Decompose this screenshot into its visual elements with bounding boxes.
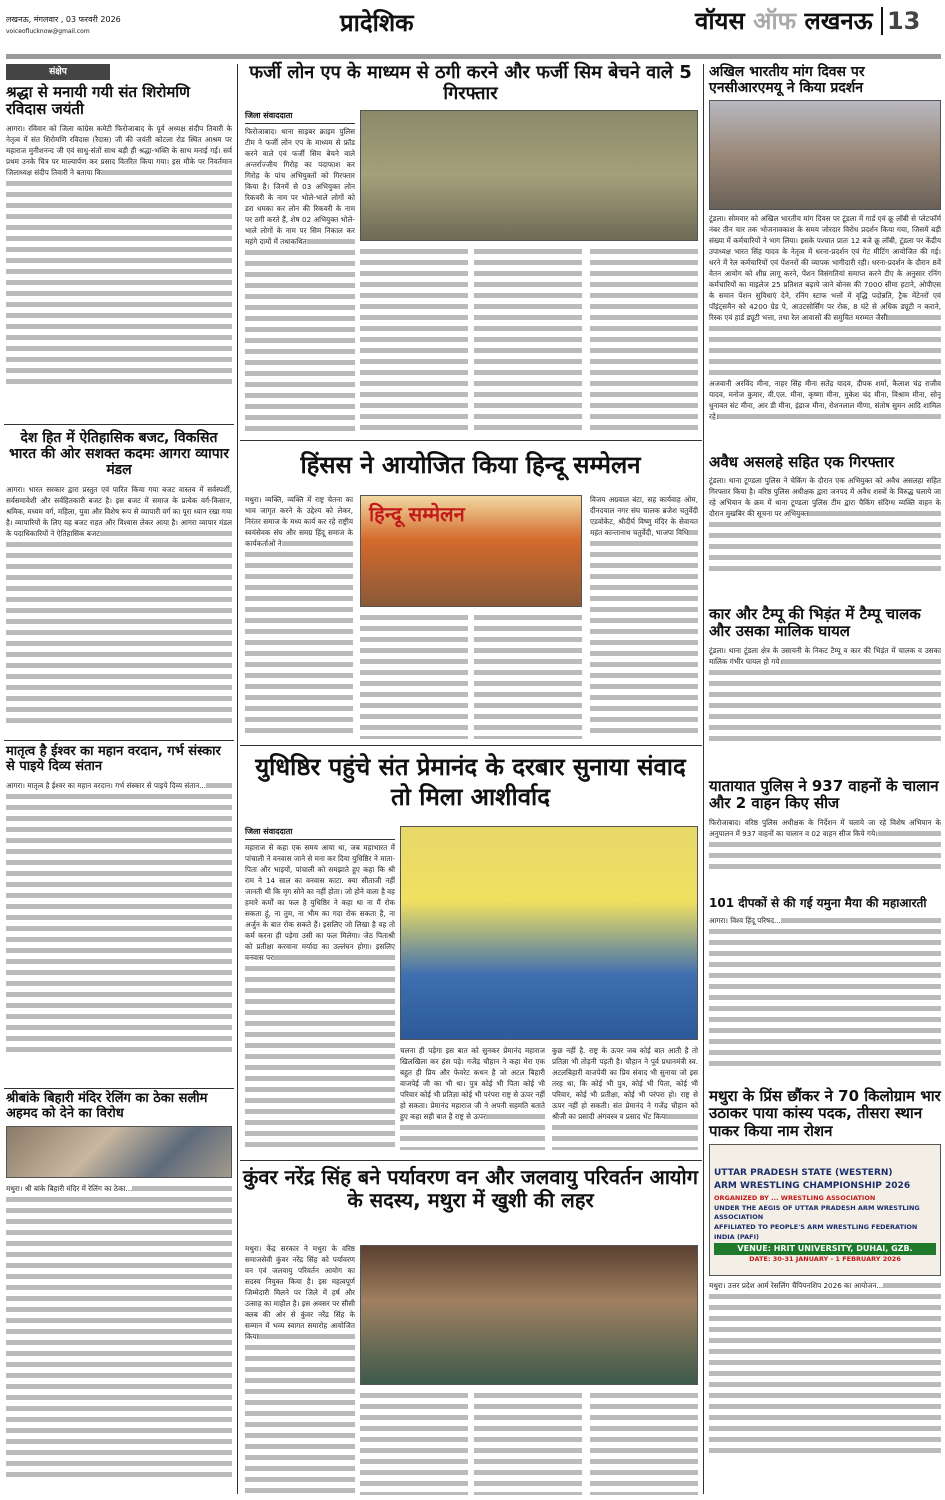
paper-logo — [695, 8, 920, 36]
article-avaidh — [709, 454, 941, 574]
article-body: मथुरा। व्यक्ति, व्यक्ति में राष्ट्र चेतना का भाव जागृत करने के उद्देश्य को लेकर, निरंतर समाज के मध्य कार्य कर रहे राष्ट्रीय स्वयंसेवक संघ और समग्र हिंदू समाज के कार्यकर्ताओं ने — [245, 494, 353, 739]
article-wrestling — [709, 1088, 941, 1456]
article-matritva — [6, 745, 232, 1055]
article-body: मथुरा। श्री बांके बिहारी मंदिर में रेलिंग का ठेका... — [6, 1183, 232, 1483]
article-body: आगरा। रविवार को जिला कांग्रेस कमेटी फिरोजाबाद के पूर्व अध्यक्ष संदीप तिवारी के नेतृत्व में संत शिरोमणि रविदास (रैदास) जी की जयंती कोटला रोड स्थित आश्रम पर महाराज मुनीशनन्द जी एवं साधु-संतों साथ बड़ी ही श्रद्धा-भक्ति के साथ मनाई गई। सर्व प्रथम उनके चित्र पर माल्यार्पण कर प्रसाद वितरित किया गया। इस मौके पर निवर्तमान जिलाध्यक्ष संदीप तिवारी ने बताया कि — [6, 123, 232, 387]
article-body: टूंडला। सोमवार को अखिल भारतीय मांग दिवस पर टूंडला में गार्ड एवं क्रू लॉबी से प्लेटफॉर्म नंबर तीन चार तक भोजनावकाश के समय जोरदार विरोध प्रदर्शन किया गया, जिसमें बड़ी संख्या में कर्मचारियों ने भाग लिया। इसके पश्चात प्रातः 12 बजे क्रू लॉबी, टूंडला पर केंद्रीय उपाध्यक्ष भारत सिंह यादव के नेतृत्व में धरना-प्रदर्शन एवं गेट मीटिंग आयोजित की गई। धरने में रेल कर्मचारियों एवं पेंशनरों की व्यापक भागीदारी रही। धरना-प्रदर्शन के दौरान 8वें वेतन आयोग को शीघ्र लागू करने, पेंशन विसंगतियां समाप्त करने टीए के अनुसार रनिंग कर्मचारियों का माइलेज 25 प्रतिशत बढ़ाये जाने बोनस की 7000 सीमा हटाने, ओपीएस के समान पेंशन सुविधाएं देने, रनिंग स्टाफ भत्तों में वृद्धि पदोन्नति, ट्रैक मेंटेनरों एवं पॉइंट्समैन को 4200 ग्रेड पे, आउटसोर्सिंग पर रोक, 8 घंटे से अधिक ड्यूटी न कराने, रिस्क एवं हार्ड ड्यूटी भत्ता, तथा रेल आवासों की समुचित मरम्मत जैसी — [709, 213, 941, 378]
article-body — [474, 612, 582, 739]
headline: श्रद्धा से मनायी गयी संत शिरोमणि रविदास जयंती — [6, 83, 191, 119]
divider — [703, 64, 704, 1494]
headline: मथुरा के प्रिंस छौंकर ने 70 किलोग्राम भार उठाकर पाया कांस्य पदक, तीसरा स्थान पाकर किया नाम रोशन — [709, 1087, 941, 1140]
article-loan-lead — [245, 110, 355, 124]
headline: 101 दीपकों से की गई यमुना मैया की महाआरती — [709, 896, 927, 910]
divider — [237, 64, 238, 1494]
email-text: voiceoflucknow@gmail.com — [6, 28, 90, 35]
banner-text: हिन्दू सम्मेलन — [369, 502, 465, 526]
divider — [240, 745, 702, 746]
headline: यातायात पुलिस ने 937 वाहनों के चालान और 2 वाहन किए सीज — [709, 777, 939, 813]
article-body — [360, 246, 468, 433]
article-body: फिरोजाबाद। थाना साइबर क्राइम पुलिस टीम ने फर्जी लोन एप के माध्यम से फ्रॉड करने वाले एवं फर्जी सिम बेचने वाले अन्तर्राज्जीय गिरोह का पदाफाश कर गिरोह के पांच अभियुक्तों को गिरफ्तार किया है। जिनमें से 03 अभियुक्त लोन रिकवरी के नाम पर भोले-भाले लोगों को डरा धमका कर लोन की रिकवरी के नाम पर ठगी करते हैं, शेष 02 अभियुक्त भोले-भाले लोगों के नाम पर सिम निकाल कर महंगे दामों में तथाकथित — [245, 126, 355, 434]
page-number: 13 — [881, 7, 920, 35]
kunwar-photo — [360, 1245, 698, 1385]
darbar-photo — [400, 826, 698, 1040]
date-text: लखनऊ, मंगलवार , 03 फरवरी 2026 — [6, 15, 121, 24]
article-body: कुछ नहीं है. राष्ट्र के ऊपर जब कोई बात आती है तो प्रतिज्ञा भी तोड़नी पड़ती है। चौहान ने पूर्व प्रधानमंत्री स्व. अटलबिहारी वाजपेयी का प्रिय संवाद भी सुनाया जो इस तरह था, कि कोई भी पुत्र, कोई भी पिता, कोई भी परिवार, कोई भी प्रतीक्षा, कोई भी परंपरा हो। राष्ट्र से ऊपर नहीं हो सकती। संत प्रेमानंद ने गजेंद्र चौहान को श्रीजी का प्रसादी अंगवस्त्र व प्रसाद भेंट किया — [552, 1045, 698, 1150]
headline-hindu: हिंसस ने आयोजित किया हिन्दू सम्मेलन — [300, 451, 641, 479]
article-body: अजवानी अरविंद मीना, नाहर सिंह मीना सतेंद्र यादव, दीपक शर्मा, कैलाश चंद्र राजीव यादव, मनोज कुमार, वी.एल. मीना, कृष्णा मीना, मुकेश चंद मीना, विश्राम मीना, सोनू धुनावत संट मीना, आर डी मीना, इंद्राज मीना, रोशनलाल मीणा, संतोष सुमन आदि शामिल रहे। — [709, 379, 941, 422]
byline: जिला संवाददाता — [245, 826, 395, 840]
article-body — [474, 1390, 582, 1495]
logo-part: लखनऊ — [804, 7, 873, 35]
headline: मातृत्व है ईश्वर का महान वरदान, गर्भ संस्कार से पाइये दिव्य संतान — [6, 744, 221, 774]
article-deepak — [709, 897, 941, 1069]
article-body: महाराज से कहा एक समय आया था, जब महाभारत में पांचाली ने वनवास जाने से मना कर दिया युधिष्ठिर ने माता-पिता और भाइयों, पांचाली को समझाते हुए कहा कि श्री राम ने 14 साल का वनवास काटा. क्या सीताजी नहीं जानती थी कि मृग सोने का नहीं होता। जो होने वाला है वह हमारे कर्मों का फल है युधिष्ठिर ने कहा था ना मैं रोक सकता हूं, ना तुम, ना भीम का गदा रोक सकता है, ना अर्जुन के बात रोक सकते हैं। इसलिए जो लिखा है वह तो कर्म करना ही पड़ेगा उसी का फल मिलेगा। जेठ पिताश्री को प्रतीक्षा करवाना मर्यादा का उल्लंघन होगा। इसलिए वनवास पर — [245, 842, 395, 1150]
article-body: टूंडला। थाना टूंडला क्षेत्र के उसायनी के निकट टैम्पू व कार की भिड़ंत में चालक व उसका मालिक गंभीर घायल हो गये। — [709, 645, 941, 744]
headline-premanand: युधिष्ठिर पहुंचे संत प्रेमानंद के दरबार सुनाया संवाद तो मिला आशीर्वाद — [255, 753, 686, 811]
article-ravidas — [6, 84, 232, 387]
article-budget — [6, 430, 232, 726]
police-photo — [360, 110, 698, 241]
article-body: विजय अग्रवाल बंटा, सह कार्यवाह ओम, दीनदयाल नगर संघ चालक ब्रजेश चतुर्वेदी एडवोकेट, श्रीदीर्घ विष्णु मंदिर के सेवायत महंत कान्तानाथ चतुर्वेदी, भाजपा विधि — [590, 494, 698, 739]
article-body: मथुरा। केंद्र सरकार ने मथुरा के वरिष्ठ समाजसेवी कुंवर नरेंद्र सिंह को पर्यावरण वन एवं जलवायु परिवर्तन आयोग का सदस्य नियुक्त किया है। इस महत्वपूर्ण जिम्मेदारी मिलने पर जिले में हर्ष और उत्साह का माहौल है। इस अवसर पर सीसी क्लब की ओर से कुंवर नरेंद्र सिंह के सम्मान में भव्य स्वागत समारोह आयोजित किया — [245, 1243, 355, 1495]
header-rule — [6, 54, 941, 59]
article-body: टूंडला। थाना टूण्डला पुलिस ने चेकिंग के दौरान एक अभियुक्त को अवैध असलहा सहित गिरफ्तार किया है। वरिष्ठ पुलिस अधीक्षक द्वारा जनपद में अवैध शस्त्रों के विरुद्ध चलाये जा रहे अभियान के क्रम में थाना टूण्डला पुलिस टीम द्वारा चैकिंग संदिग्ध व्यक्ति वाहन के दौरान मुखबिर की सूचना पर अभियुक्त — [709, 475, 941, 574]
article-body: आगरा। मातृत्व है ईश्वर का महान वरदान। गर्भ संस्कार से पाइये दिव्य संतान... — [6, 780, 232, 1055]
divider — [4, 1088, 234, 1089]
sammelan-photo — [360, 495, 582, 607]
article-body: आगरा। भारत सरकार द्वारा प्रस्तुत एवं पारित किया गया बजट वास्तव में सर्वस्पर्शी, सर्वसमावेशी और सर्वहितकारी बजट है। इस बजट में समाज के प्रत्येक वर्ग-किसान, श्रमिक, मध्यम वर्ग, महिला, युवा और विशेष रूप से व्यापारी वर्ग का पूरा ध्यान रखा गया है। व्यापारियों के लिए यह बजट राहत और विश्वास लेकर आया है। आगरा व्यापार मंडल के पदाधिकारियों ने ऐतिहासिक बजट — [6, 484, 232, 726]
sankshep-label: संक्षेप — [6, 64, 110, 80]
article-protest — [709, 64, 941, 422]
article-banke-bihari — [6, 1092, 232, 1483]
article-body: आगरा। विश्व हिंदू परिषद... — [709, 915, 941, 1069]
article-traffic — [709, 778, 941, 872]
article-body: मथुरा। उत्तर प्रदेश आर्म रेसलिंग चैंपियनशिप 2026 का आयोजन... — [709, 1280, 941, 1456]
article-body — [360, 612, 468, 739]
logo-part: वॉयस — [695, 7, 745, 35]
article-body — [590, 246, 698, 433]
headline-loan: फर्जी लोन एप के माध्यम से ठगी करने और फर्जी सिम बेचने वाले 5 गिरफ्तार — [249, 62, 692, 104]
headline: अखिल भारतीय मांग दिवस पर एनसीआरएमयू ने किया प्रदर्शन — [709, 64, 865, 97]
divider — [4, 424, 234, 425]
divider — [240, 440, 702, 441]
headline: अवैध असलहे सहित एक गिरफ्तार — [709, 453, 895, 471]
article-photo — [6, 1126, 232, 1178]
article-tempo — [709, 606, 941, 744]
divider — [4, 740, 234, 741]
headline: श्रीबांके बिहारी मंदिर रेलिंग का ठेका सलीम अहमद को देने का विरोध — [6, 1091, 208, 1121]
logo-part: ऑफ — [753, 7, 797, 35]
article-body: चलना ही पड़ेगा इस बात को सुनकर प्रेमानंद महाराज खिलखिला कर हंस पड़े। गजेंद्र चौहान ने कहा मेरा एक बहुत ही प्रिय और फेवरेट कथन है जो अटल बिहारी वाजपेई जी का भी था। पुत्र कोई भी पिता कोई भी परिवार कोई भी प्रतिज्ञा कोई भी परंपरा राष्ट्र से ऊपर नहीं हो सकता। प्रेमानंद महाराज जी ने अपनी सहमति बताते हुए कहा सही बात है राष्ट्र से ऊपर — [400, 1045, 545, 1150]
section-title: प्रादेशिक — [340, 9, 414, 37]
article-body — [590, 1390, 698, 1495]
headline: कार और टैम्पू की भिड़ंत में टैम्पू चालक और उसका मालिक घायल — [709, 605, 921, 641]
headline: देश हित में ऐतिहासिक बजट, विकसित भारत की ओर सशक्त कदमः आगरा व्यापार मंडल — [8, 430, 230, 479]
article-body: फिरोजाबाद। वरिष्ठ पुलिस अधीक्षक के निर्देशन में चलाये जा रहे विशेष अभियान के अनुपालन में 937 वाहनों का चालान व 02 वाहन सीज किये गये। — [709, 817, 941, 872]
dateline — [6, 14, 121, 35]
divider — [240, 1160, 702, 1161]
article-body — [360, 1390, 468, 1495]
championship-photo: UTTAR PRADESH STATE (WESTERN) ARM WRESTLING CHAMPIONSHIP 2026 ORGANIZED BY ... WRESTLING ASSOCIATION UNDER THE AEGIS OF UTTAR PRADESH ARM WRESTLING ASSOCIATION AFFILIATED TO PEOPLE'S ARM WRESTLING FEDERATION INDIA (PAFI) VENUE: HRIT UNIVERSITY, DUHAI, GZB. DATE: 30-31 JANUARY - 1 FEBRUARY 2026 — [709, 1144, 941, 1276]
byline: जिला संवाददाता — [245, 110, 355, 124]
article-body — [474, 246, 582, 433]
protest-photo — [709, 100, 941, 210]
headline-kunwar: कुंवर नरेंद्र सिंह बने पर्यावरण वन और जलवायु परिवर्तन आयोग के सदस्य, मथुरा में खुशी की लहर — [243, 1165, 698, 1212]
